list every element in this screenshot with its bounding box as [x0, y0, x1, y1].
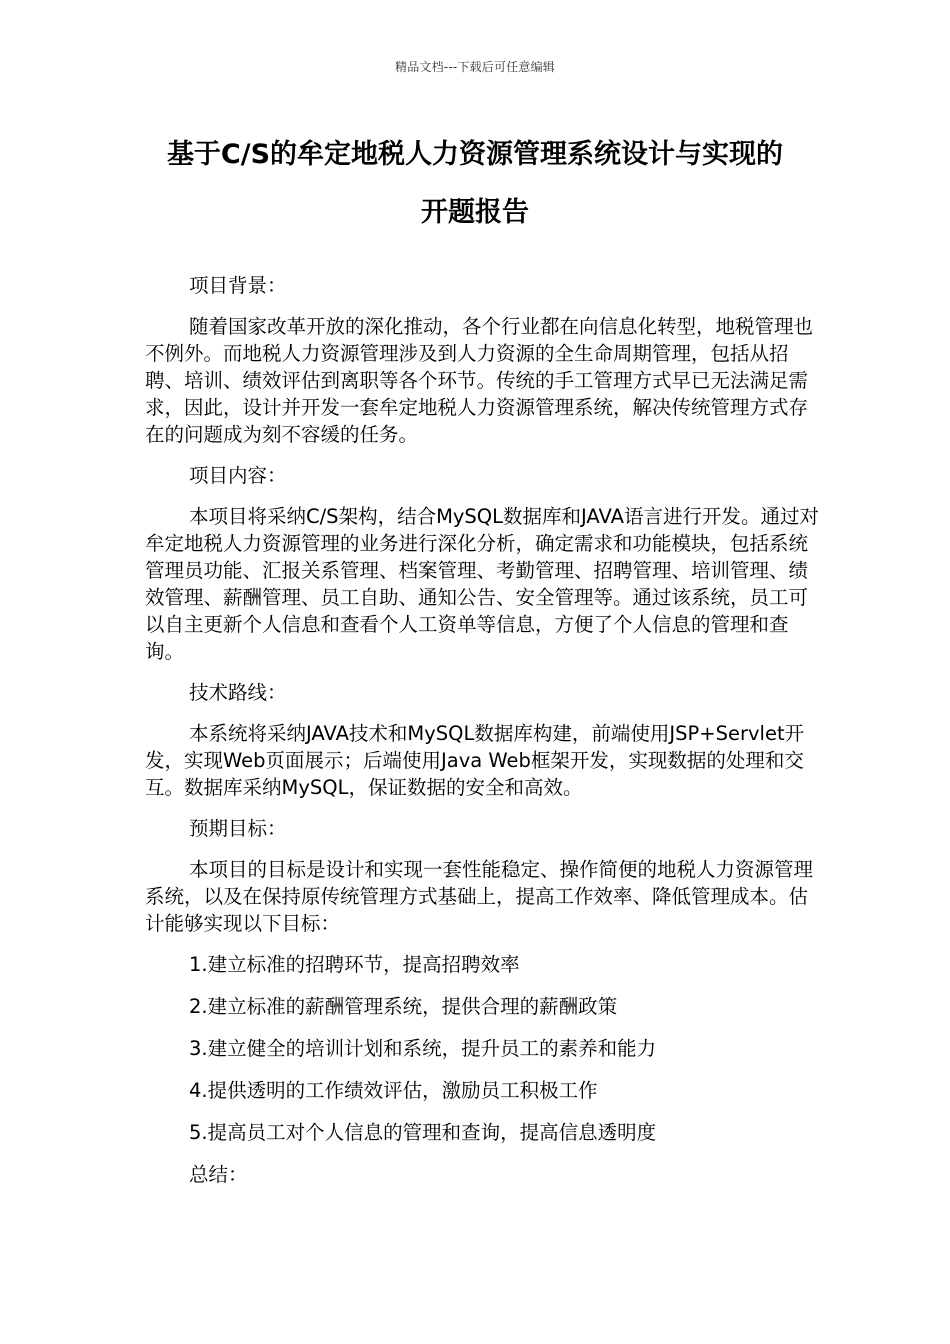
goals-list-item: 2.建立标准的薪酬管理系统，提供合理的薪酬政策: [189, 995, 618, 1018]
goals-list-item: 3.建立健全的培训计划和系统，提升员工的素养和能力: [189, 1037, 657, 1060]
section-heading-goals: 预期目标：: [189, 817, 287, 840]
document-body: [145, 272, 825, 1202]
section-heading-tech: 技术路线：: [189, 681, 287, 704]
paragraph-tech: 本系统将采纳JAVA技术和MySQL数据库构建，前端使用JSP+Servlet开发，实现Web页面展示；后端使用Java Web框架开发，实现数据的处理和交互。数据库采纳MySQL，保证数据的安全和高效。: [145, 722, 805, 799]
title-line-1: 基于C/S的牟定地税人力资源管理系统设计与实现的: [166, 139, 784, 170]
paragraph-content: 本项目将采纳C/S架构，结合MySQL数据库和JAVA语言进行开发。通过对牟定地税人力资源管理的业务进行深化分析，确定需求和功能模块，包括系统管理员功能、汇报关系管理、档案管理、考勤管理、招聘管理、培训管理、绩效管理、薪酬管理、员工自助、通知公告、安全管理等。通过该系统，员工可以自主更新个人信息和查看个人工资单等信息，方便了个人信息的管理和查询。: [145, 505, 819, 663]
goals-list-item: 4.提供透明的工作绩效评估，激励员工积极工作: [189, 1079, 598, 1102]
goals-list: [145, 951, 825, 1146]
section-heading-background: 项目背景：: [189, 274, 287, 297]
title-line-2: 开题报告: [421, 197, 529, 228]
paragraph-background: 随着国家改革开放的深化推动，各个行业都在向信息化转型，地税管理也不例外。而地税人力资源管理涉及到人力资源的全生命周期管理，包括从招聘、培训、绩效评估到离职等各个环节。传统的手工管理方式早已无法满足需求，因此，设计并开发一套牟定地税人力资源管理系统，解决传统管理方式存在的问题成为刻不容缓的任务。: [145, 315, 814, 446]
goals-list-item: 1.建立标准的招聘环节，提高招聘效率: [189, 953, 520, 976]
header-watermark: 精品文档---下载后可任意编辑: [395, 60, 555, 74]
document-title: [130, 126, 820, 242]
section-heading-content: 项目内容：: [189, 464, 287, 487]
section-heading-summary: 总结：: [189, 1163, 248, 1186]
paragraph-goals: 本项目的目标是设计和实现一套性能稳定、操作简便的地税人力资源管理系统，以及在保持原传统管理方式基础上，提高工作效率、降低管理成本。估计能够实现以下目标：: [145, 858, 814, 935]
goals-list-item: 5.提高员工对个人信息的管理和查询，提高信息透明度: [189, 1121, 657, 1144]
